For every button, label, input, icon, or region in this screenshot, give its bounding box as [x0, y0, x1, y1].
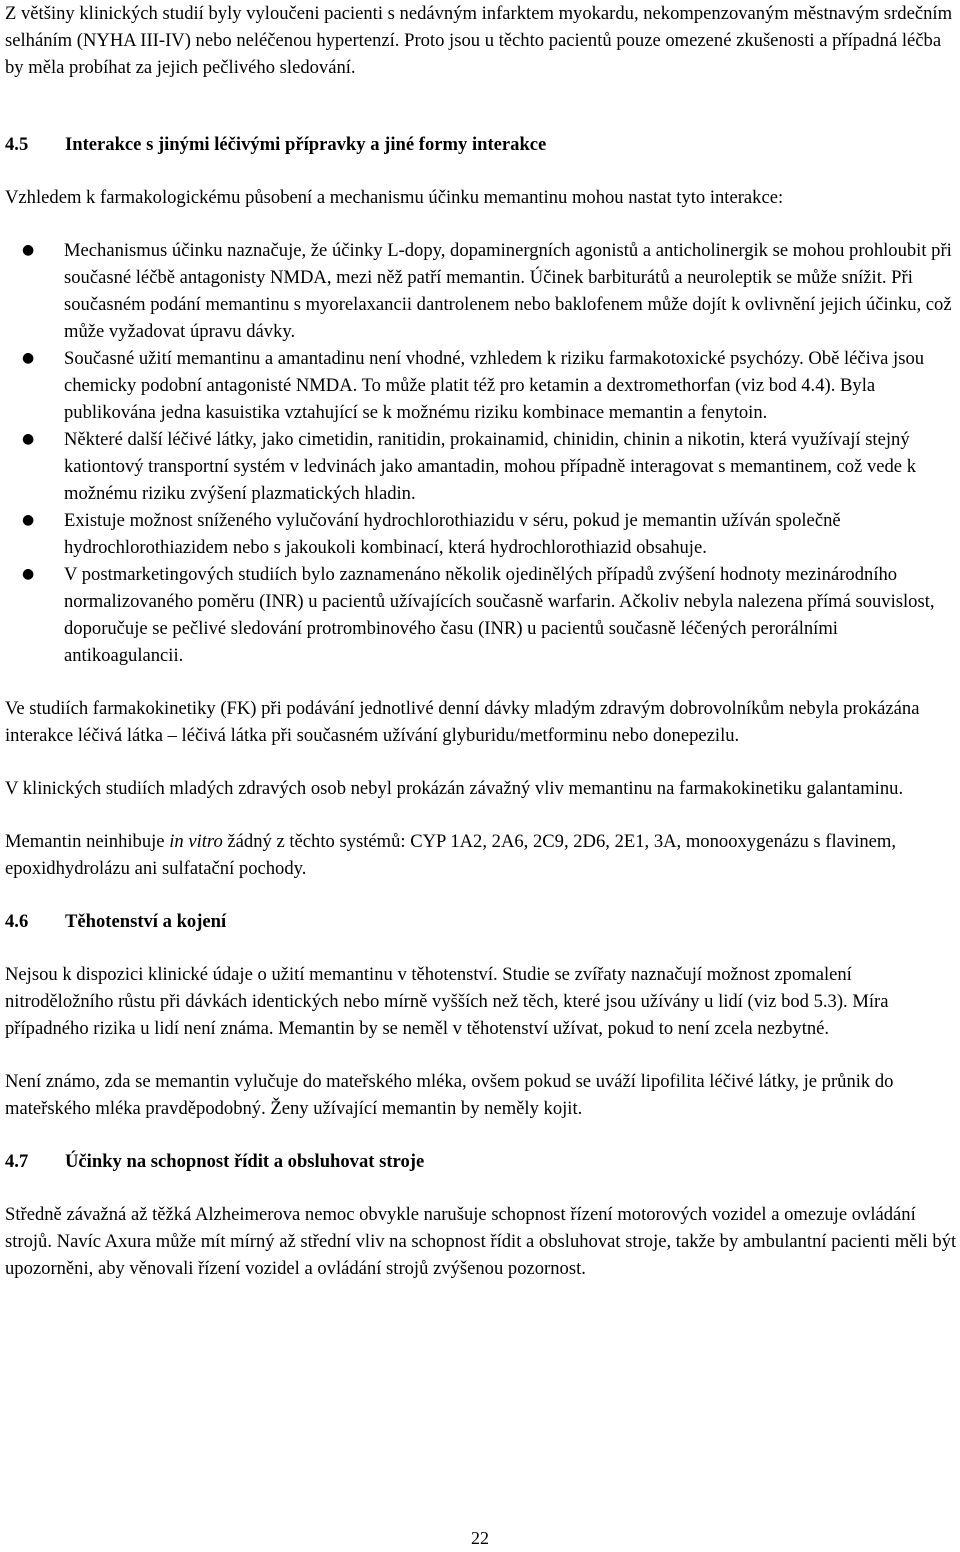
- list-item: [5, 561, 957, 669]
- section-number: 4.7: [5, 1151, 29, 1172]
- interaction-list: [5, 237, 957, 669]
- intro-paragraph: Z většiny klinických studií byly vyloučeni pacienti s nedávným infarktem myokardu, nekompenzovaným městnavým srdečním selháním (NYHA III-IV) nebo neléčenou hypertenzí. Proto jsou u těchto pacientů pouze omezené zkušenosti a případná léčba by měla probíhat za jejich pečlivého sledování.: [5, 3, 953, 78]
- list-item-text: Některé další léčivé látky, jako cimetidin, ranitidin, prokainamid, chinidin, chinin a nikotin, která využívají stejný kationtový transportní systém v ledvinách jako amantadin, mohou případně interagovat s memantinem, což vede k možnému riziku zvýšení plazmatických hladin.: [64, 429, 916, 504]
- list-item: [5, 345, 957, 426]
- pregnancy-paragraph: Nejsou k dispozici klinické údaje o užití memantinu v těhotenství. Studie se zvířaty naznačují možnost zpomalení nitroděložního růstu při dávkách identických nebo mírně vyšších než těch, které jsou užívány u lidí (viz bod 5.3). Míra případného rizika u lidí není známa. Memantin by se neměl v těhotenství užívat, pokud to není zcela nezbytné.: [5, 964, 889, 1039]
- section-4-5-heading: [5, 131, 957, 158]
- list-item-text: Mechanismus účinku naznačuje, že účinky L-dopy, dopaminergních agonistů a anticholinergik se mohou prohloubit při současné léčbě antagonisty NMDA, mezi něž patří memantin. Účinek barbiturátů a neuroleptik se může snížit. Při současném podání memantinu s myorelaxancii dantrolenem nebo baklofenem může dojít k ovlivnění jejich účinku, což může vyžadovat úpravu dávky.: [64, 240, 952, 342]
- list-item: [5, 507, 957, 561]
- list-item-text: Existuje možnost sníženého vylučování hydrochlorothiazidu v séru, pokud je memantin užíván společně hydrochlorothiazidem nebo s jakoukoli kombinací, která hydrochlorothiazid obsahuje.: [64, 510, 841, 558]
- section-4-5-lead: Vzhledem k farmakologickému působení a mechanismu účinku memantinu mohou nastat tyto interakce:: [5, 187, 784, 208]
- section-title: Těhotenství a kojení: [65, 911, 227, 932]
- section-number: 4.5: [5, 134, 29, 155]
- galantamine-paragraph: V klinických studiích mladých zdravých osob nebyl prokázán závažný vliv memantinu na farmakokinetiku galantaminu.: [5, 778, 904, 799]
- section-number: 4.6: [5, 911, 29, 932]
- in-vitro-text-end: žádný z těchto systémů: CYP 1A2, 2A6, 2C9, 2D6, 2E1, 3A, monooxygenázu s flavinem, epoxidhydrolázu ani sulfatační pochody.: [5, 831, 897, 879]
- page-number: 22: [471, 1528, 489, 1548]
- breastfeeding-paragraph: Není známo, zda se memantin vylučuje do mateřského mléka, ovšem pokud se uváží lipofilita léčivé látky, je průnik do mateřského mléka pravděpodobný. Ženy užívající memantin by neměly kojit.: [5, 1071, 894, 1119]
- list-item-text: Současné užití memantinu a amantadinu není vhodné, vzhledem k riziku farmakotoxické psychózy. Obě léčiva jsou chemicky podobní antagonisté NMDA. To může platit též pro ketamin a dextromethorfan (viz bod 4.4). Byla publikována jedna kasuistika vztahující se k možnému riziku kombinace memantin a fenytoin.: [64, 348, 925, 423]
- section-title: Účinky na schopnost řídit a obsluhovat stroje: [65, 1151, 425, 1172]
- in-vitro-paragraph: [5, 828, 957, 882]
- list-item-text: V postmarketingových studiích bylo zaznamenáno několik ojedinělých případů zvýšení hodnoty mezinárodního normalizovaného poměru (INR) u pacientů užívajících současně warfarin. Ačkoliv nebyla nalezena přímá souvislost, doporučuje se pečlivé sledování protrombinového času (INR) u pacientů současně léčených perorálními antikoagulancii.: [64, 564, 935, 666]
- driving-paragraph: Středně závažná až těžká Alzheimerova nemoc obvykle narušuje schopnost řízení motorových vozidel a omezuje ovládání strojů. Navíc Axura může mít mírný až střední vliv na schopnost řídit a obsluhovat stroje, takže by ambulantní pacienti měli být upozorněni, aby věnovali řízení vozidel a ovládání strojů zvýšenou pozornost.: [5, 1204, 957, 1279]
- section-4-6-heading: [5, 908, 957, 935]
- section-title: Interakce s jinými léčivými přípravky a jiné formy interakce: [65, 134, 547, 155]
- bullet-icon: ●: [22, 242, 35, 258]
- bullet-icon: ●: [22, 566, 35, 582]
- list-item: [5, 237, 957, 345]
- pharmacokinetics-paragraph: Ve studiích farmakokinetiky (FK) při podávání jednotlivé denní dávky mladým zdravým dobrovolníkům nebyla prokázána interakce léčivá látka – léčivá látka při současném užívání glyburidu/metforminu nebo donepezilu.: [5, 698, 920, 746]
- bullet-icon: ●: [22, 512, 35, 528]
- section-4-7-heading: [5, 1148, 957, 1175]
- in-vitro-text-start: Memantin neinhibuje: [5, 831, 170, 852]
- document-page: [5, 0, 957, 1282]
- bullet-icon: ●: [22, 350, 35, 366]
- list-item: [5, 426, 957, 507]
- in-vitro-italic: in vitro: [169, 831, 223, 852]
- bullet-icon: ●: [22, 431, 35, 447]
